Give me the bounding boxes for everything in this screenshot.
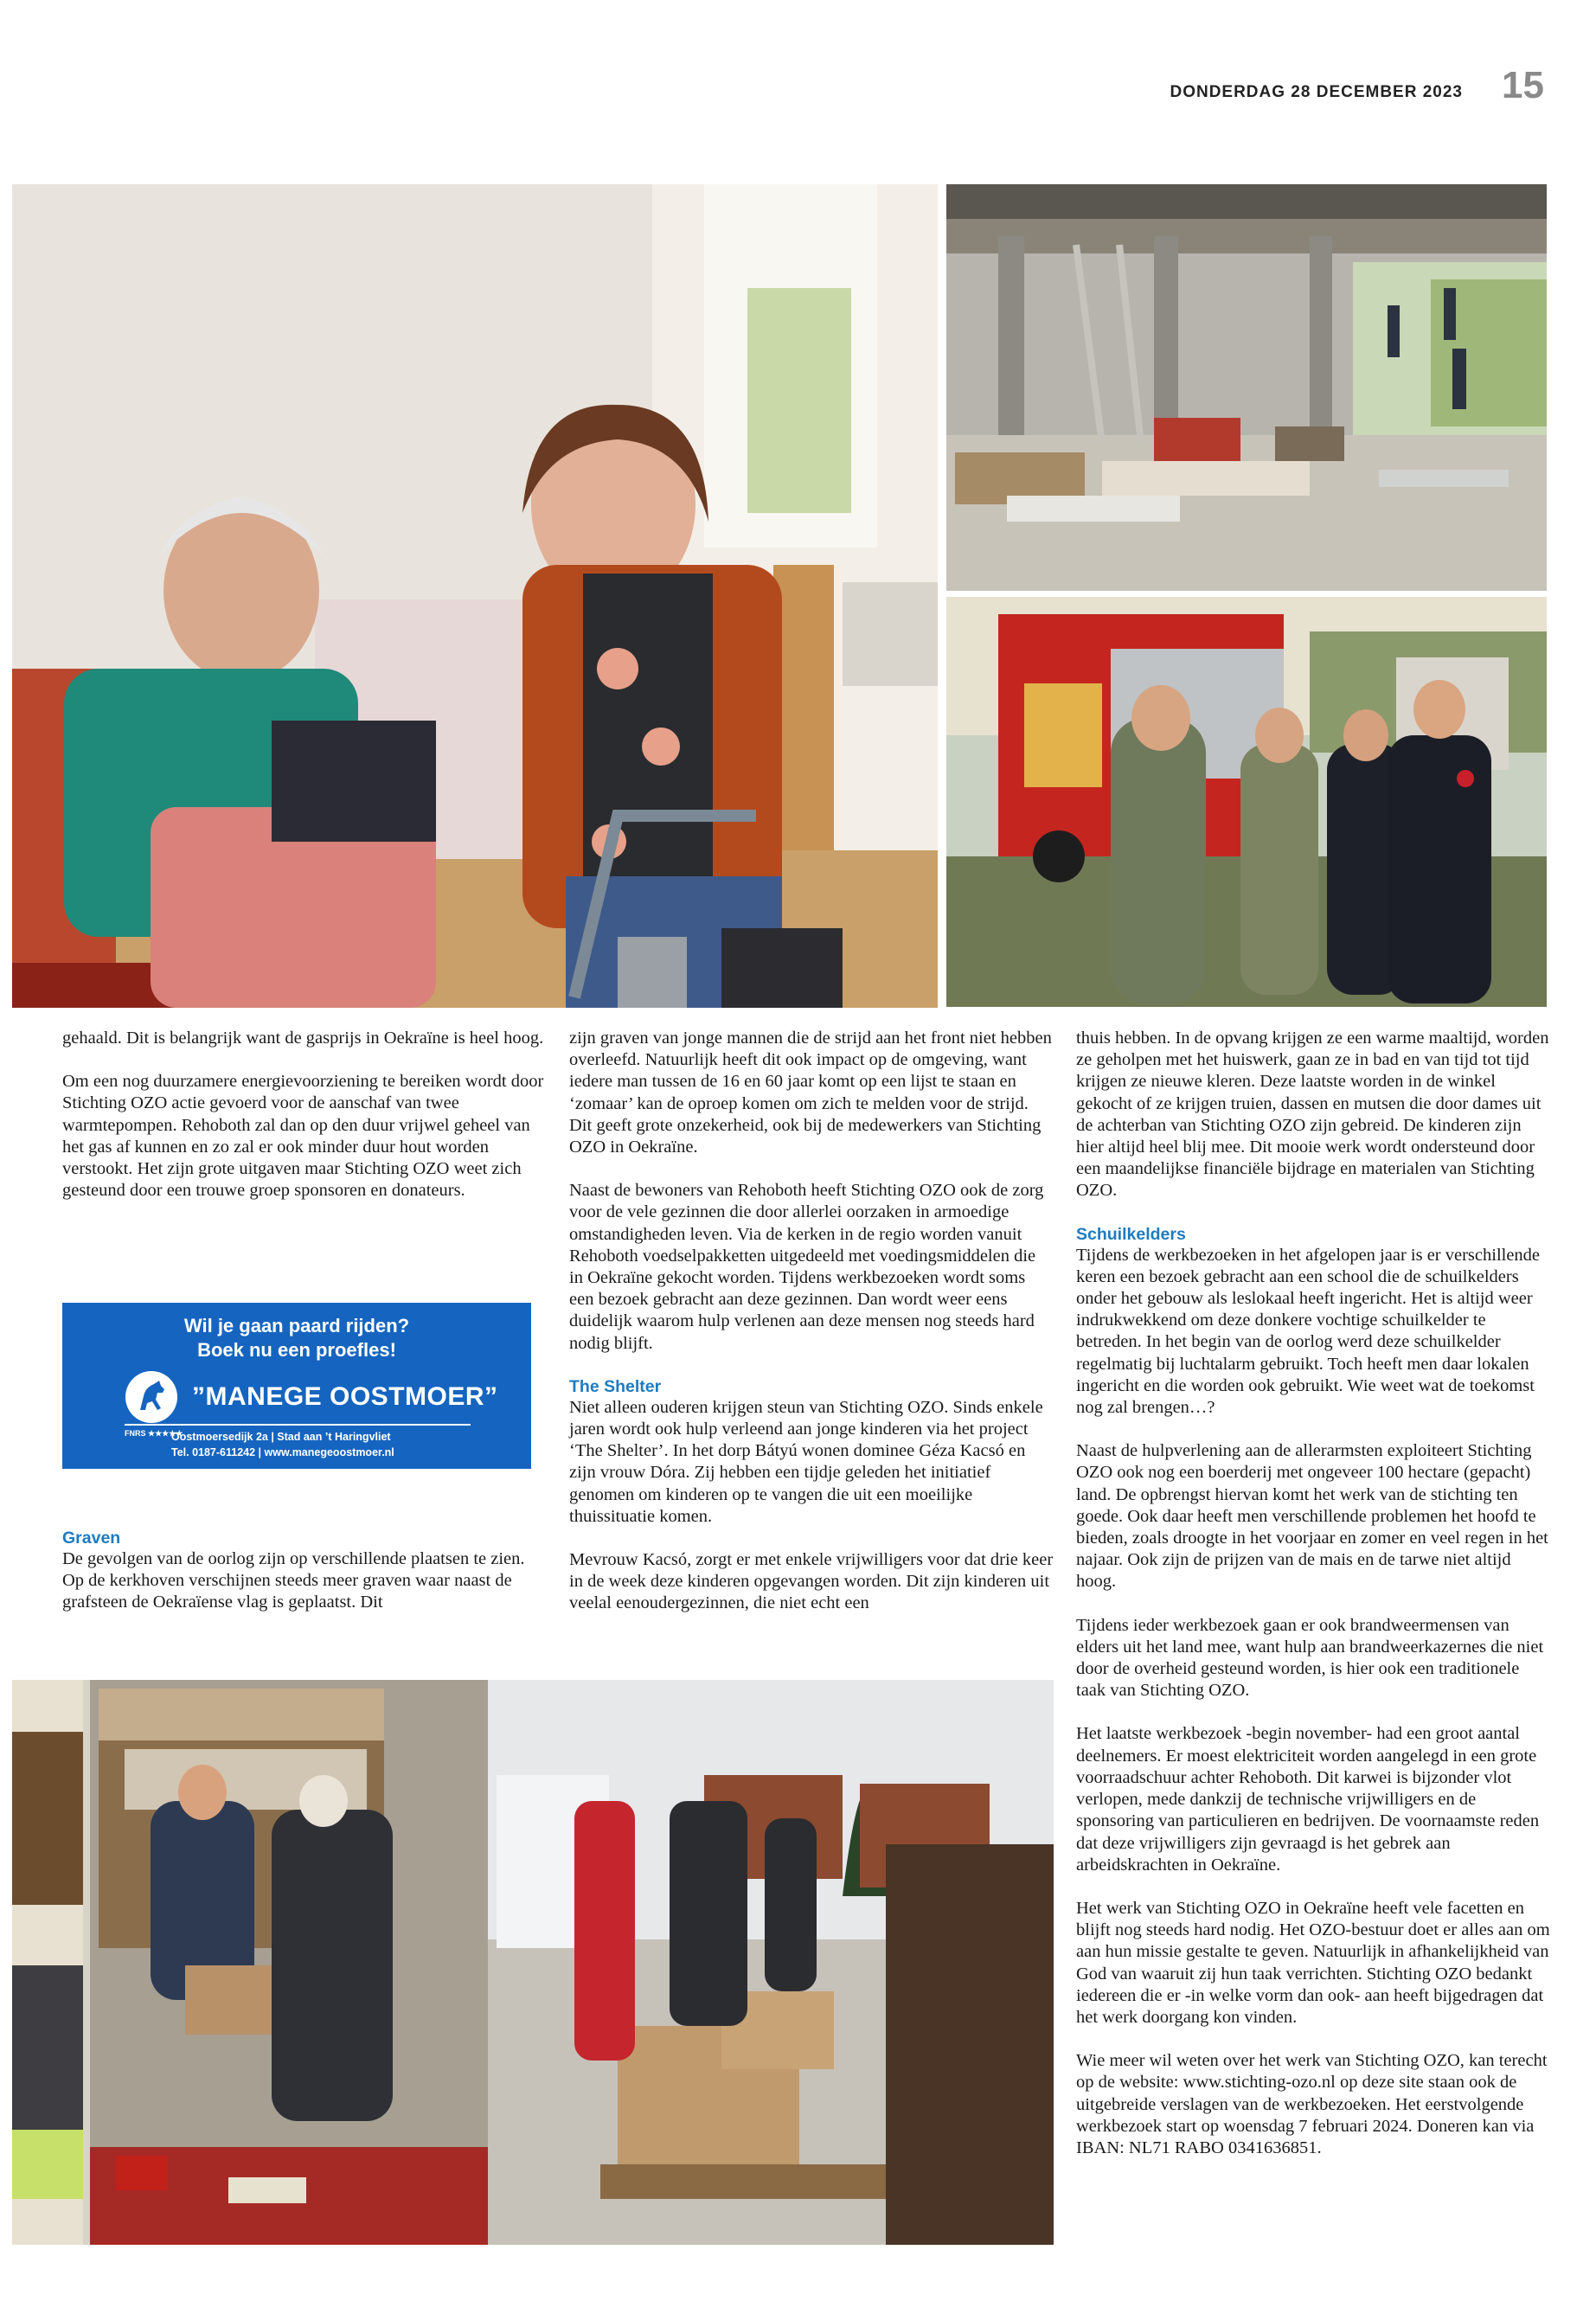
paragraph: Het laatste werkbezoek -begin november- had een groot aantal deelnemers. Er moest elektriciteit worden aangelegd in een grote voorraadschuur achter Rehoboth. Dit karwei is bijzonder vlot verlopen, mede dankzij de technische vrijwilligers en de sponsoring van particulieren en bedrijven. De voornaamste reden dat deze vrijwilligers zijn gevraagd is het gebrek aan arbeidskrachten in Oekraïne. (1076, 1724, 1540, 1875)
ad-contact: Tel. 0187-611242 | www.manegeoostmoer.nl (171, 1446, 394, 1458)
section-heading-schuilkelders: Schuilkelders (1076, 1224, 1186, 1244)
paragraph: Naast de bewoners van Rehoboth heeft Stichting OZO ook de zorg voor de vele gezinnen die door allerlei oorzaken in armoedige omstandigheden leven. Via de kerken in de regio worden vanuit Rehoboth voedselpakketten uitgedeeld met voedingsmiddelen die in Oekraïne gekocht worden. Tijdens werkbezoeken wordt soms een bezoek gebracht aan deze gezinnen. Dan wordt weer eens duidelijk waarom hulp verlenen aan deze mensen nog steeds hard nodig blijft. (569, 1181, 1044, 1353)
paragraph: Om een nog duurzamere energievoorziening te bereiken wordt door Stichting OZO actie gevoerd voor de aanschaf van twee warmtepompen. Rehoboth zal dan op den duur vrijwel geheel van het gas af kunnen en zo zal er ook minder duur hout worden verstookt. Het zijn grote uitgaven maar Stichting OZO weet zich gesteund door een trouwe groep sponsoren en donateurs. (62, 1072, 544, 1201)
photo-fire-truck-and-soldiers (946, 597, 1547, 1007)
horse-logo-icon (125, 1370, 178, 1424)
paragraph: Mevrouw Kacsó, zorgt er met enkele vrijwilligers voor dat drie keer in de week deze kinderen opgevangen worden. Dit zijn kinderen uit veelal eenoudergezinnen, die niet echt een (569, 1550, 1054, 1613)
ad-divider (125, 1424, 471, 1426)
paragraph: gehaald. Dit is belangrijk want de gasprijs in Oekraïne is heel hoog. (62, 1029, 544, 1048)
photo-construction-site (946, 184, 1547, 591)
ad-headline: Wil je gaan paard rijden? (183, 1315, 410, 1336)
paragraph: Wie meer wil weten over het werk van Stichting OZO, kan terecht op de website: www.stichting-ozo.nl op deze site staan ook de uitgebreide verslagen van de werkbezoeken. Het eerstvolgende werkbezoek start op woensdag 7 februari 2024. Doneren kan via IBAN: NL71 RABO 0341636851. (1076, 2051, 1548, 2157)
paragraph: Tijdens ieder werkbezoek gaan er ook brandweermensen van elders uit het land mee, want hulp aan brandweerkazernes die niet door de overheid gesteund worden, is hier ook een traditionele taak van Stichting OZO. (1076, 1615, 1544, 1701)
paragraph: Het werk van Stichting OZO in Oekraïne heeft vele facetten en blijft nog steeds hard nodig. Het OZO-bestuur doet er alles aan om aan hun missie gestalte te geven. Natuurlijk in afhankelijkheid van God van waaruit zij hun taak verrichten. Stichting OZO bedankt iedereen die er -in welke vorm dan ook- aan heeft bijgedragen dat het werk doorgang kon vinden. (1076, 1898, 1550, 2027)
paragraph: De gevolgen van de oorlog zijn op verschillende plaatsen te zien. Op de kerkhoven verschijnen steeds meer graven waar naast de grafsteen de Oekraïense vlag is geplaatst. Dit (62, 1549, 525, 1612)
page-number: 15 (1502, 64, 1544, 106)
article-column-1 (62, 1028, 547, 1223)
article-column-1-continued (62, 1528, 547, 1636)
photo-elderly-man-and-woman (12, 184, 938, 1008)
ad-address: Oostmoersedijk 2a | Stad aan ’t Haringvliet (171, 1431, 391, 1443)
section-heading-graven: Graven (62, 1529, 121, 1548)
photo-unloading-van-boxes (12, 1680, 1054, 2245)
ad-subheadline: Boek nu een proefles! (197, 1339, 396, 1361)
paragraph: Niet alleen ouderen krijgen steun van Stichting OZO. Sinds enkele jaren wordt ook hulp verleend aan jonge kinderen via het project ‘The Shelter’. In het dorp Bátyú wonen dominee Géza Kacsó en zijn vrouw Dóra. Zij hebben een tijdje geleden het initiatief genomen om kinderen op te vangen die uit een moeilijke thuissituatie komen. (569, 1397, 1043, 1526)
page-date: DONDERDAG 28 DECEMBER 2023 (1170, 83, 1463, 101)
ad-fnrs-rating: FNRS ★★★★★ (125, 1429, 183, 1438)
section-heading-the-shelter: The Shelter (569, 1376, 662, 1396)
paragraph: Tijdens de werkbezoeken in het afgelopen jaar is er verschillende keren een bezoek gebracht aan een school die de schuilkelders onder het gebouw als leslokaal heeft ingericht. Het is altijd weer indrukwekkend om deze donkere vochtige schuilkelder te betreden. In het begin van de oorlog werd deze schuilkelder regelmatig bij luchtalarm gebruikt. Toch heeft men daar lokalen ingericht en die worden ook gebruikt. Wie weet wat de toekomst nog zal brengen…? (1076, 1245, 1541, 1418)
paragraph: zijn graven van jonge mannen die de strijd aan het front niet hebben overleefd. Natuurlijk heeft dit ook impact op de omgeving, want iedere man tussen de 16 en 60 jaar komt op een lijst te staan en ‘zomaar’ kan de oproep komen om zich te melden voor de strijd. Dit geeft grote onzekerheid, ook bij de medewerkers van Stichting OZO in Oekraïne. (569, 1029, 1052, 1157)
paragraph: thuis hebben. In de opvang krijgen ze een warme maaltijd, worden ze geholpen met het huiswerk, gaan ze in bad en van tijd tot tijd krijgen ze nieuwe kleren. Deze laatste worden in de winkel gekocht of ze krijgen truien, dassen en mutsen die door dames uit de achterban van Stichting OZO zijn gebreid. De kinderen zijn hier altijd heel blij mee. Dit mooie werk wordt ondersteund door een maandelijkse financiële bijdrage en materialen van Stichting OZO. (1076, 1029, 1549, 1201)
article-column-2 (569, 1028, 1054, 1637)
paragraph: Naast de hulpverlening aan de allerarmsten exploiteert Stichting OZO ook nog een boerderij met ongeveer 100 hectare (gepacht) land. De opbrengst hiervan komt het werk van de stichting ten goede. Ook daar heeft men verschillende problemen het hoofd te bieden, zoals droogte in het voorjaar en zomer en veel regen in het najaar. Ook zijn de prijzen van de mais en de tarwe niet altijd hoog. (1076, 1441, 1548, 1592)
ad-company-name: ”MANEGE OOSTMOER” (192, 1382, 498, 1411)
article-column-3 (1076, 1028, 1550, 2181)
manege-oostmoer-advertisement[interactable] (62, 1303, 531, 1469)
